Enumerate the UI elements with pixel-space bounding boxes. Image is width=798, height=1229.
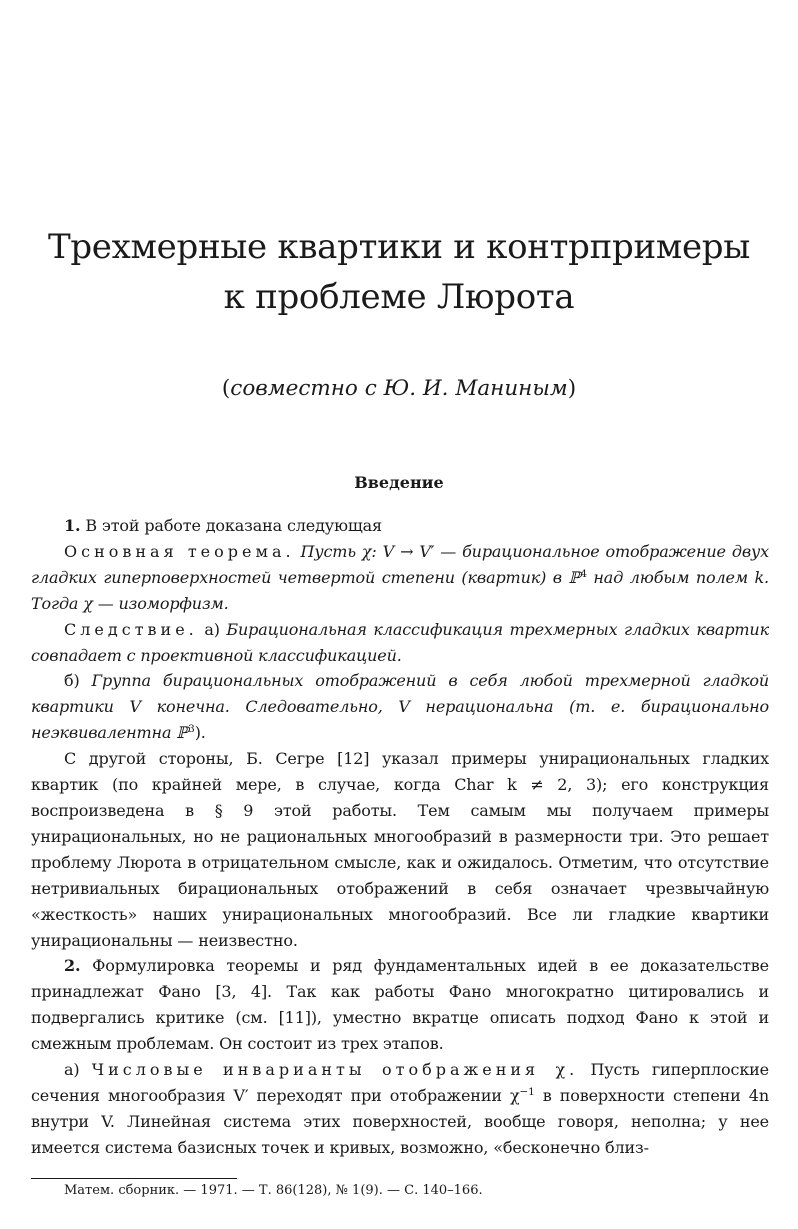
corollary-item-a: а)	[197, 619, 227, 639]
invariants-label: Числовые инварианты отображения χ.	[91, 1060, 579, 1080]
paper-title	[0, 222, 798, 322]
corollary-label: Следствие.	[64, 619, 198, 639]
theorem-superscript: 4	[580, 567, 587, 580]
footnote-rule	[31, 1178, 237, 1179]
invariants-text: Пусть гиперплоские сечения многообразия V′ переходят при отображении χ	[31, 1060, 769, 1105]
paragraph-segre: С другой стороны, Б. Сегре [12] указал примеры унирациональных гладких квартик (по крайней мере, в случае, когда Char k ≠ 2, 3); его конструкция воспроизведена в § 9 этой работы. Тем самым мы получаем примеры унирациональных, но не рациональных многообразий в размерности три. Это решает проблему Люрота в отрицательном смысле, как и ожидалось. Отметим, что отсутствие нетривиальных бирациональных отображений в себя означает чрезвычайную «жесткость» наших унирациональных многообразий. Все ли гладкие квартики унирациональны — неизвестно.	[31, 749, 769, 950]
corollary-b-superscript: 3	[188, 723, 195, 736]
corollary-b-tail: ).	[194, 723, 206, 743]
paragraph-corollary-b	[31, 668, 769, 746]
corollary-b-text: Группа бирациональных отображений в себя любой трехмерной гладкой квартики V конечна. Следовательно, V нерациональна (т. е. бирационально неэквивалентна ℙ	[31, 671, 769, 743]
theorem-text: Пусть χ: V → V′ — бирациональное отображение двух гладких гиперповерхностей четвертой степени (квартик) в ℙ	[31, 541, 769, 587]
paragraph-invariants	[31, 1057, 769, 1161]
theorem-text-2: над любым полем k. Тогда χ — изоморфизм.	[31, 567, 769, 613]
corollary-item-b: б)	[64, 671, 92, 691]
paragraph-number: 2.	[64, 956, 81, 976]
theorem-label: Основная теорема.	[64, 541, 295, 561]
paragraph-number: 1.	[64, 516, 81, 535]
coauthor-note	[0, 373, 798, 405]
paragraph-corollary	[31, 617, 769, 669]
paper-title-line-1: Трехмерные квартики и контрпримеры	[47, 227, 751, 267]
footnote: Матем. сборник. — 1971. — Т. 86(128), № 1(9). — С. 140–166.	[64, 1183, 483, 1198]
coauthor-text: совместно с Ю. И. Маниным	[230, 376, 568, 401]
coauthor-open-paren: (	[221, 376, 231, 401]
paragraph-text: В этой работе доказана следующая	[80, 516, 382, 535]
section-heading: Введение	[354, 473, 444, 492]
paragraph-1	[31, 513, 769, 539]
body-text	[31, 513, 769, 1161]
invariants-superscript: −1	[519, 1085, 535, 1098]
invariants-text-2: в поверхности степени 4n внутри V. Линейная система этих поверхностей, вообще говоря, неполна; у нее имеется система базисных точек и кривых, возможно, «бесконечно близ-	[31, 1085, 769, 1157]
corollary-text: Бирациональная классификация трехмерных гладких квартик совпадает с проективной классификацией.	[31, 619, 769, 665]
paragraph-text: Формулировка теоремы и ряд фундаментальных идей в ее доказательстве принадлежат Фано [3, 4]. Так как работы Фано многократно цитировались и подвергались критике (см. [11]), уместно вкратце описать подход Фано к этой и смежным проблемам. Он состоит из трех этапов.	[31, 956, 769, 1054]
invariants-item-a: а)	[64, 1060, 92, 1080]
paper-title-line-2: к проблеме Люрота	[223, 277, 575, 317]
paragraph-theorem	[31, 539, 769, 617]
coauthor-close-paren: )	[567, 376, 577, 401]
paragraph-2	[31, 953, 769, 1057]
